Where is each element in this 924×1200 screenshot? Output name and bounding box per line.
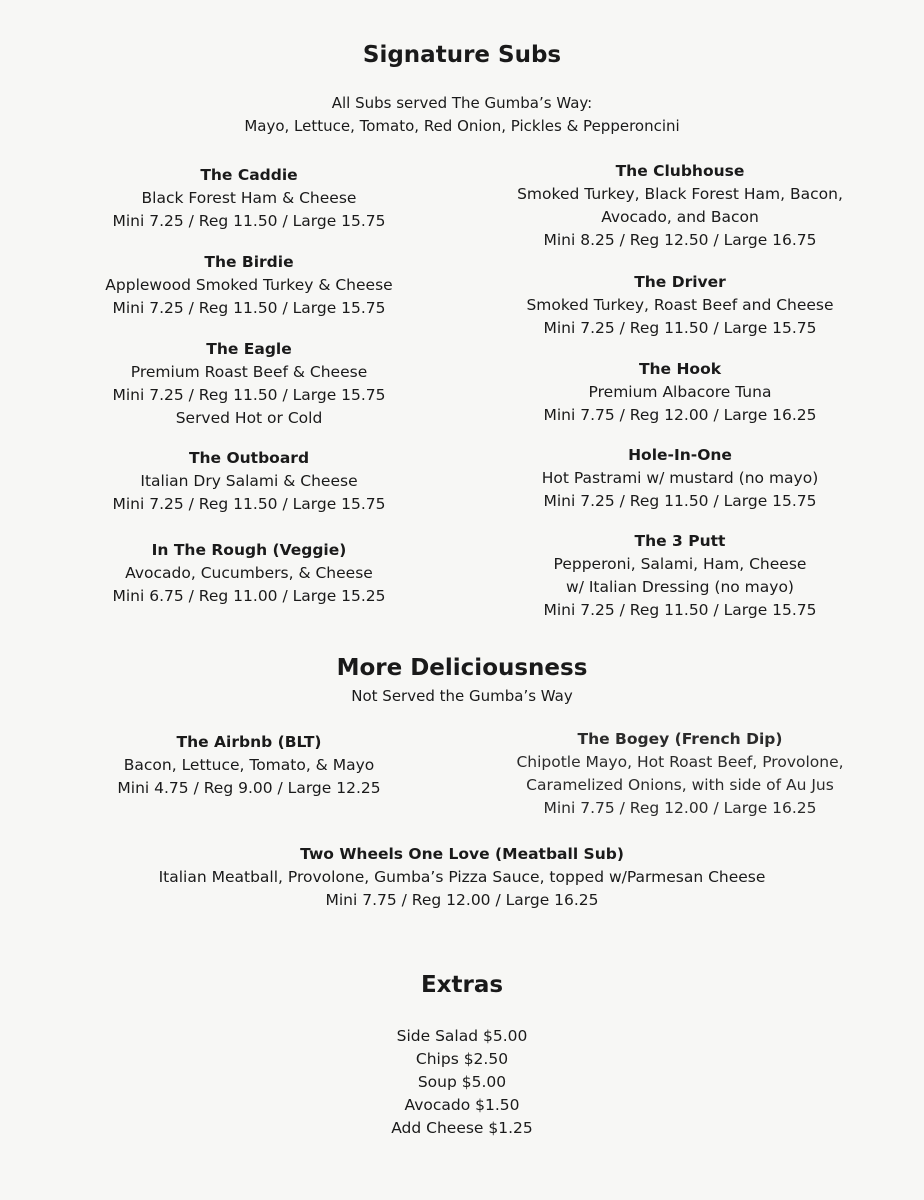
menu-item-desc: Avocado, Cucumbers, & Cheese — [125, 564, 373, 582]
menu-item-desc: Smoked Turkey, Roast Beef and Cheese — [526, 296, 834, 314]
menu-item-price: Mini 7.25 / Reg 11.50 / Large 15.75 — [543, 492, 817, 510]
menu-item-name: The 3 Putt — [634, 532, 726, 550]
menu-item-bogey — [490, 728, 870, 820]
menu-item-desc: Premium Albacore Tuna — [588, 383, 772, 401]
menu-item-desc: Italian Meatball, Provolone, Gumba’s Pizza Sauce, topped w/Parmesan Cheese — [158, 868, 766, 886]
menu-item-price: Mini 4.75 / Reg 9.00 / Large 12.25 — [117, 779, 381, 797]
menu-item-name: The Airbnb (BLT) — [176, 733, 322, 751]
menu-item-price: Mini 7.75 / Reg 12.00 / Large 16.25 — [543, 406, 817, 424]
menu-item-name: Two Wheels One Love (Meatball Sub) — [300, 845, 624, 863]
menu-item-name: The Hook — [638, 360, 722, 378]
signature-intro-line1: All Subs served The Gumba’s Way: — [331, 94, 593, 112]
menu-item-name: The Clubhouse — [615, 162, 745, 180]
menu-item-desc: Bacon, Lettuce, Tomato, & Mayo — [123, 756, 375, 774]
menu-item-desc: Italian Dry Salami & Cheese — [140, 472, 358, 490]
more-deliciousness-title: More Deliciousness — [336, 655, 588, 681]
menu-item-desc: Smoked Turkey, Black Forest Ham, Bacon, — [517, 185, 843, 203]
menu-item-price: Mini 7.25 / Reg 11.50 / Large 15.75 — [112, 212, 386, 230]
menu-item-name: The Eagle — [206, 340, 292, 358]
extras-list — [0, 1025, 924, 1140]
menu-item-name: The Driver — [634, 273, 726, 291]
menu-item-desc: Pepperoni, Salami, Ham, Cheese — [553, 555, 807, 573]
menu-item-price: Mini 7.25 / Reg 11.50 / Large 15.75 — [543, 319, 817, 337]
menu-item-name: The Caddie — [200, 166, 298, 184]
menu-item-3-putt — [490, 530, 870, 622]
menu-item-meatball — [100, 843, 824, 912]
extras-item: Side Salad $5.00 — [396, 1027, 528, 1045]
signature-intro — [0, 92, 924, 138]
menu-item-desc: Caramelized Onions, with side of Au Jus — [526, 776, 834, 794]
menu-item-price: Mini 7.25 / Reg 11.50 / Large 15.75 — [112, 386, 386, 404]
menu-item-hook — [490, 358, 870, 427]
extras-item: Add Cheese $1.25 — [391, 1119, 533, 1137]
menu-item-desc: Black Forest Ham & Cheese — [141, 189, 357, 207]
menu-item-desc: Premium Roast Beef & Cheese — [130, 363, 368, 381]
menu-item-price: Mini 7.25 / Reg 11.50 / Large 15.75 — [112, 299, 386, 317]
menu-item-desc: Avocado, and Bacon — [601, 208, 759, 226]
menu-item-price: Mini 7.75 / Reg 12.00 / Large 16.25 — [543, 799, 817, 817]
menu-item-hole-in-one — [490, 444, 870, 513]
menu-item-name: The Outboard — [188, 449, 310, 467]
menu-item-clubhouse — [490, 160, 870, 252]
extras-item: Avocado $1.50 — [404, 1096, 520, 1114]
menu-item-in-the-rough — [90, 539, 408, 608]
menu-item-name: Hole-In-One — [628, 446, 732, 464]
extras-title: Extras — [420, 972, 504, 998]
menu-item-name: In The Rough (Veggie) — [151, 541, 347, 559]
menu-item-name: The Bogey (French Dip) — [577, 730, 783, 748]
menu-item-desc: Hot Pastrami w/ mustard (no mayo) — [541, 469, 819, 487]
menu-item-desc: Chipotle Mayo, Hot Roast Beef, Provolone, — [516, 753, 844, 771]
extras-item: Chips $2.50 — [415, 1050, 509, 1068]
menu-item-price: Mini 7.25 / Reg 11.50 / Large 15.75 — [543, 601, 817, 619]
menu-item-price: Mini 8.25 / Reg 12.50 / Large 16.75 — [543, 231, 817, 249]
signature-intro-line2: Mayo, Lettuce, Tomato, Red Onion, Pickles & Pepperoncini — [244, 117, 680, 135]
menu-item-driver — [490, 271, 870, 340]
more-deliciousness-subtitle: Not Served the Gumba’s Way — [351, 687, 573, 705]
menu-item-airbnb — [90, 731, 408, 800]
extras-item: Soup $5.00 — [417, 1073, 507, 1091]
menu-item-price: Mini 6.75 / Reg 11.00 / Large 15.25 — [112, 587, 386, 605]
menu-item-birdie — [90, 251, 408, 320]
menu-item-desc: Applewood Smoked Turkey & Cheese — [105, 276, 393, 294]
menu-item-caddie — [90, 164, 408, 233]
menu-item-name: The Birdie — [204, 253, 294, 271]
menu-item-outboard — [90, 447, 408, 516]
menu-item-desc: w/ Italian Dressing (no mayo) — [566, 578, 794, 596]
menu-item-price: Mini 7.25 / Reg 11.50 / Large 15.75 — [112, 495, 386, 513]
signature-subs-title: Signature Subs — [362, 42, 562, 68]
menu-item-note: Served Hot or Cold — [175, 409, 323, 427]
menu-item-eagle — [90, 338, 408, 430]
menu-item-price: Mini 7.75 / Reg 12.00 / Large 16.25 — [325, 891, 599, 909]
